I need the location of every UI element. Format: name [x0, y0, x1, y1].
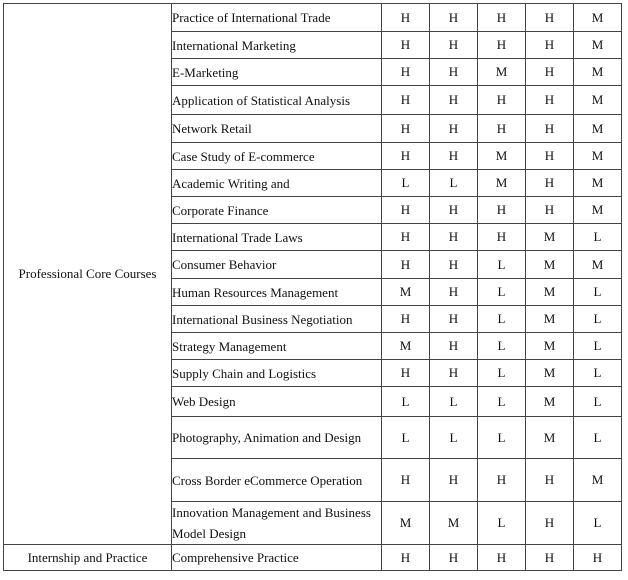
rating-cell: H: [478, 545, 526, 571]
course-name-cell: Application of Statistical Analysis: [172, 86, 382, 115]
rating-cell: M: [478, 143, 526, 170]
table-row: [4, 4, 622, 32]
course-name-cell: Academic Writing and: [172, 170, 382, 197]
rating-cell: H: [430, 32, 478, 59]
course-competency-matrix: [3, 3, 622, 571]
rating-cell: H: [382, 251, 430, 279]
rating-cell: M: [382, 502, 430, 545]
rating-cell: H: [430, 59, 478, 86]
rating-cell: H: [430, 251, 478, 279]
rating-cell: H: [574, 545, 622, 571]
rating-cell: L: [574, 279, 622, 306]
rating-cell: H: [526, 4, 574, 32]
rating-cell: H: [526, 545, 574, 571]
rating-cell: M: [478, 59, 526, 86]
rating-cell: M: [430, 502, 478, 545]
rating-cell: M: [526, 251, 574, 279]
course-name-cell: Web Design: [172, 387, 382, 417]
rating-cell: M: [574, 197, 622, 224]
rating-cell: H: [382, 545, 430, 571]
course-name-cell: Comprehensive Practice: [172, 545, 382, 571]
rating-cell: M: [574, 251, 622, 279]
rating-cell: L: [574, 306, 622, 333]
rating-cell: L: [382, 170, 430, 197]
rating-cell: M: [478, 170, 526, 197]
course-name-cell: Strategy Management: [172, 333, 382, 360]
rating-cell: H: [382, 306, 430, 333]
rating-cell: H: [430, 333, 478, 360]
course-name-cell: Practice of International Trade: [172, 4, 382, 32]
course-name-cell: E-Marketing: [172, 59, 382, 86]
rating-cell: M: [574, 59, 622, 86]
rating-cell: M: [526, 417, 574, 459]
rating-cell: M: [526, 333, 574, 360]
rating-cell: L: [430, 417, 478, 459]
rating-cell: H: [382, 59, 430, 86]
rating-cell: M: [574, 170, 622, 197]
rating-cell: H: [382, 32, 430, 59]
rating-cell: L: [574, 333, 622, 360]
course-name-cell: Cross Border eCommerce Operation: [172, 459, 382, 502]
rating-cell: H: [430, 115, 478, 143]
rating-cell: H: [478, 86, 526, 115]
rating-cell: H: [478, 32, 526, 59]
rating-cell: H: [526, 59, 574, 86]
rating-cell: H: [430, 279, 478, 306]
rating-cell: H: [526, 115, 574, 143]
course-name-cell: International Trade Laws: [172, 224, 382, 251]
rating-cell: M: [526, 387, 574, 417]
rating-cell: M: [574, 4, 622, 32]
rating-cell: L: [574, 502, 622, 545]
rating-cell: L: [430, 170, 478, 197]
rating-cell: H: [478, 459, 526, 502]
rating-cell: H: [478, 4, 526, 32]
table-row: [4, 545, 622, 571]
rating-cell: M: [382, 279, 430, 306]
course-name-cell: Case Study of E-commerce: [172, 143, 382, 170]
rating-cell: H: [382, 4, 430, 32]
category-cell: Professional Core Courses: [4, 4, 172, 545]
rating-cell: H: [478, 224, 526, 251]
rating-cell: M: [574, 143, 622, 170]
rating-cell: H: [430, 143, 478, 170]
category-cell: Internship and Practice: [4, 545, 172, 571]
rating-cell: L: [478, 360, 526, 387]
course-name-cell: Network Retail: [172, 115, 382, 143]
rating-cell: L: [478, 306, 526, 333]
rating-cell: H: [526, 32, 574, 59]
matrix-body: [4, 4, 622, 571]
rating-cell: L: [574, 417, 622, 459]
rating-cell: H: [526, 502, 574, 545]
rating-cell: M: [382, 333, 430, 360]
rating-cell: H: [478, 115, 526, 143]
rating-cell: H: [382, 115, 430, 143]
course-name-cell: Human Resources Management: [172, 279, 382, 306]
rating-cell: H: [382, 459, 430, 502]
rating-cell: H: [382, 197, 430, 224]
rating-cell: M: [574, 32, 622, 59]
rating-cell: L: [478, 387, 526, 417]
rating-cell: H: [526, 459, 574, 502]
rating-cell: L: [574, 224, 622, 251]
course-name-cell: Consumer Behavior: [172, 251, 382, 279]
rating-cell: H: [526, 197, 574, 224]
rating-cell: H: [430, 4, 478, 32]
rating-cell: H: [478, 197, 526, 224]
rating-cell: L: [382, 417, 430, 459]
rating-cell: M: [574, 86, 622, 115]
rating-cell: M: [526, 360, 574, 387]
rating-cell: M: [526, 306, 574, 333]
rating-cell: M: [574, 459, 622, 502]
rating-cell: L: [478, 333, 526, 360]
rating-cell: H: [430, 197, 478, 224]
rating-cell: L: [574, 360, 622, 387]
rating-cell: H: [526, 86, 574, 115]
rating-cell: H: [526, 170, 574, 197]
rating-cell: H: [430, 306, 478, 333]
rating-cell: M: [526, 279, 574, 306]
rating-cell: L: [478, 279, 526, 306]
rating-cell: H: [382, 360, 430, 387]
course-name-cell: Supply Chain and Logistics: [172, 360, 382, 387]
course-name-cell: Photography, Animation and Design: [172, 417, 382, 459]
rating-cell: H: [430, 459, 478, 502]
rating-cell: H: [382, 143, 430, 170]
rating-cell: H: [430, 86, 478, 115]
rating-cell: M: [574, 115, 622, 143]
course-name-cell: Innovation Management and Business Model Design: [172, 502, 382, 545]
rating-cell: M: [526, 224, 574, 251]
rating-cell: L: [478, 251, 526, 279]
rating-cell: L: [574, 387, 622, 417]
rating-cell: H: [382, 224, 430, 251]
rating-cell: L: [478, 417, 526, 459]
course-name-cell: International Business Negotiation: [172, 306, 382, 333]
course-name-cell: Corporate Finance: [172, 197, 382, 224]
rating-cell: L: [430, 387, 478, 417]
rating-cell: H: [382, 86, 430, 115]
rating-cell: H: [430, 224, 478, 251]
rating-cell: L: [382, 387, 430, 417]
rating-cell: H: [430, 545, 478, 571]
rating-cell: L: [478, 502, 526, 545]
rating-cell: H: [430, 360, 478, 387]
course-name-cell: International Marketing: [172, 32, 382, 59]
rating-cell: H: [526, 143, 574, 170]
